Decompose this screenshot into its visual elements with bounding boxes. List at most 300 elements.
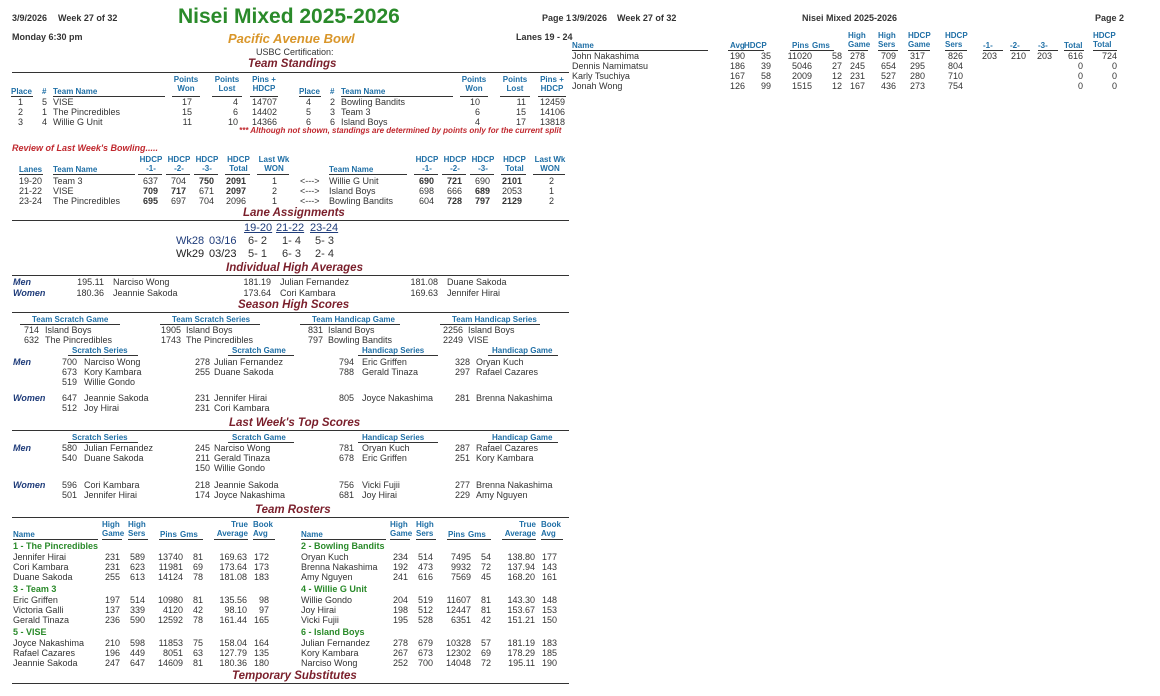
review-game-1: 2096 [225, 196, 246, 206]
review-vs: <---> [300, 196, 320, 206]
average-value: 195.11 [77, 277, 104, 287]
hdr-team-name-2: Team Name [329, 165, 374, 174]
sub-stat: 12 [831, 81, 842, 91]
roster-book-avg: 143 [541, 562, 557, 572]
roster-hdr-book-avg: Book Avg [253, 520, 273, 538]
roster-high-sers: 519 [417, 595, 433, 605]
sub-stat: 11020 [787, 51, 812, 61]
standing-place: 6 [306, 117, 312, 127]
p2-header-5: High Sers [878, 31, 896, 49]
p2-header-11: Total [1064, 41, 1083, 50]
team-score-name: The Pincredibles [45, 335, 113, 345]
roster-hdr-pins: Pins [160, 530, 177, 539]
col-header: Scratch Game [232, 433, 286, 442]
review-game-1: 750 [198, 176, 214, 186]
sub-stat: 724 [1101, 51, 1117, 61]
review-lanes: 19-20 [19, 176, 43, 186]
roster-book-avg: 180 [253, 658, 269, 668]
roster-team-name: 5 - VISE [13, 627, 47, 637]
sub-stat: 436 [880, 81, 896, 91]
lane-date: 03/16 [209, 235, 237, 247]
review-title: Review of Last Week's Bowling..... [12, 143, 159, 153]
roster-hdr-high-sers: High Sers [416, 520, 434, 538]
roster-games: 42 [480, 615, 491, 625]
roster-high-sers: 449 [129, 648, 145, 658]
standing-team-name: Willie G Unit [53, 117, 103, 127]
section-team-standings: Team Standings [248, 58, 337, 70]
roster-player-name: Rafael Cazares [13, 648, 76, 658]
sub-stat: 295 [909, 61, 925, 71]
hdr-hdcp-3: HDCP -3- [195, 155, 219, 173]
roster-high-sers: 647 [129, 658, 145, 668]
roster-book-avg: 161 [541, 572, 557, 582]
sub-stat: 804 [947, 61, 963, 71]
roster-team-name: 6 - Island Boys [301, 627, 365, 637]
team-score-name: Bowling Bandits [328, 335, 393, 345]
standing-points-won: 17 [181, 97, 192, 107]
hdr-team-name: Team Name [341, 87, 386, 96]
standing-points-won: 10 [469, 97, 480, 107]
standing-team-number: 5 [42, 97, 48, 107]
score-bowler: Eric Griffen [362, 453, 407, 463]
bowling-center: Pacific Avenue Bowl [228, 31, 355, 46]
standing-place: 1 [18, 97, 24, 107]
sub-bowler-name: Jonah Wong [572, 81, 623, 91]
lane-pairing: 6- 2 [248, 235, 267, 247]
underline-rule [19, 174, 43, 175]
roster-player-name: Vicki Fujii [301, 615, 339, 625]
roster-games: 81 [192, 552, 203, 562]
page1-week: Week 27 of 32 [58, 13, 118, 23]
score-value: 174 [194, 490, 210, 500]
score-value: 231 [194, 393, 210, 403]
roster-team-name: 1 - The Pincredibles [13, 541, 99, 551]
underline-rule [159, 539, 203, 540]
women-label: Women [13, 480, 46, 490]
average-bowler: Duane Sakoda [447, 277, 507, 287]
score-bowler: Oryan Kuch [476, 357, 524, 367]
p2-header-0: Avg [730, 41, 745, 50]
roster-high-sers: 512 [417, 605, 433, 615]
review-team-1: The Pincredibles [53, 196, 121, 206]
roster-high-sers: 514 [417, 552, 433, 562]
roster-pins: 8051 [162, 648, 183, 658]
review-won-2: 2 [548, 176, 554, 186]
score-value: 218 [194, 480, 210, 490]
roster-games: 81 [480, 595, 491, 605]
review-team-1: Team 3 [53, 176, 83, 186]
review-game-2: 666 [446, 186, 462, 196]
roster-hdr-gms: Gms [180, 530, 198, 539]
sub-stat: 710 [947, 71, 963, 81]
roster-player-name: Kory Kambara [301, 648, 359, 658]
roster-pins: 14048 [445, 658, 471, 668]
hdr-hdcp-4: HDCP Total [503, 155, 526, 173]
review-team-2: Island Boys [329, 186, 376, 196]
review-game-2: 2129 [501, 196, 522, 206]
men-label: Men [13, 443, 31, 453]
sub-stat: 167 [729, 71, 745, 81]
roster-high-game: 195 [392, 615, 408, 625]
roster-games: 81 [480, 605, 491, 615]
score-bowler: Willie Gondo [84, 377, 136, 387]
standing-team-name: VISE [53, 97, 74, 107]
sub-stat: 1515 [791, 81, 812, 91]
sub-stat: 58 [831, 51, 842, 61]
page1-number: Page 1 [542, 13, 572, 23]
hdr-points-won: Points Won [173, 75, 199, 93]
roster-book-avg: 173 [253, 562, 269, 572]
standing-points-lost: 15 [515, 107, 526, 117]
underline-rule [447, 539, 491, 540]
roster-high-game: 234 [392, 552, 408, 562]
roster-games: 69 [480, 648, 491, 658]
review-game-2: 698 [418, 186, 434, 196]
standing-points-lost: 17 [515, 117, 526, 127]
roster-book-avg: 177 [541, 552, 557, 562]
average-value: 169.63 [410, 288, 438, 298]
score-bowler: Duane Sakoda [84, 453, 144, 463]
roster-hdr-true-average: True Average [216, 520, 248, 538]
roster-hdr-name: Name [301, 530, 323, 539]
team-score-value: 2249 [442, 335, 463, 345]
score-value: 297 [454, 367, 470, 377]
standing-pins: 14106 [539, 107, 565, 117]
score-bowler: Jennifer Hirai [84, 490, 138, 500]
underline-rule [68, 355, 138, 356]
roster-high-game: 198 [392, 605, 408, 615]
p2-header-7: HDCP Sers [945, 31, 968, 49]
underline-rule [166, 174, 190, 175]
underline-rule [214, 539, 248, 540]
roster-book-avg: 150 [541, 615, 557, 625]
hdr-points-lost: Points Lost [214, 75, 240, 93]
p2-header-2: Pins [792, 41, 809, 50]
roster-high-game: 231 [104, 562, 120, 572]
sub-stat: 0 [1111, 81, 1117, 91]
roster-player-name: Jeannie Sakoda [13, 658, 78, 668]
underline-rule [13, 539, 98, 540]
score-value: 678 [338, 453, 354, 463]
review-game-2: 689 [474, 186, 490, 196]
p2-header-9: -2- [1010, 41, 1020, 50]
underline-rule [228, 355, 294, 356]
roster-true-average: 135.56 [219, 595, 247, 605]
score-value: 281 [454, 393, 470, 403]
standing-pins: 13818 [539, 117, 565, 127]
roster-true-average: 138.80 [507, 552, 535, 562]
lanes-range: Lanes 19 - 24 [516, 32, 573, 42]
roster-high-game: 137 [104, 605, 120, 615]
page2-number: Page 2 [1095, 13, 1125, 23]
average-bowler: Cori Kambara [280, 288, 336, 298]
score-bowler: Kory Kambara [84, 367, 142, 377]
roster-player-name: Joyce Nakashima [13, 638, 85, 648]
roster-true-average: 143.30 [507, 595, 535, 605]
sub-stat: 35 [760, 51, 771, 61]
roster-games: 45 [480, 572, 491, 582]
team-score-value: 797 [307, 335, 323, 345]
roster-games: 57 [480, 638, 491, 648]
score-bowler: Oryan Kuch [362, 443, 410, 453]
underline-rule [253, 539, 275, 540]
underline-rule [501, 174, 526, 175]
score-value: 596 [61, 480, 77, 490]
review-game-1: 671 [198, 186, 214, 196]
men-label: Men [13, 277, 31, 287]
roster-games: 63 [192, 648, 203, 658]
review-won-1: 1 [271, 196, 277, 206]
roster-hdr-high-game: High Game [390, 520, 413, 538]
col-header: Handicap Series [362, 346, 425, 355]
roster-high-game: 210 [104, 638, 120, 648]
p2-header-3: Gms [812, 41, 830, 50]
lane-pair-header: 21-22 [276, 222, 305, 234]
page2-date: 3/9/2026 [572, 13, 608, 23]
review-game-1: 2097 [225, 186, 246, 196]
roster-true-average: 169.63 [219, 552, 247, 562]
sub-stat: 754 [947, 81, 963, 91]
score-bowler: Cori Kambara [214, 403, 270, 413]
roster-pins: 11607 [446, 595, 471, 605]
page2-title: Nisei Mixed 2025-2026 [802, 13, 898, 23]
score-bowler: Willie Gondo [214, 463, 266, 473]
roster-player-name: Jennifer Hirai [13, 552, 67, 562]
sub-stat: 0 [1077, 81, 1083, 91]
review-game-1: 709 [142, 186, 158, 196]
sub-stat: 27 [831, 61, 842, 71]
score-bowler: Gerald Tinaza [214, 453, 271, 463]
score-value: 229 [454, 490, 470, 500]
score-bowler: Julian Fernandez [214, 357, 284, 367]
roster-true-average: 181.08 [219, 572, 247, 582]
p2-hdr-name: Name [572, 41, 594, 50]
hdr-pins-hdcp: Pins + HDCP [252, 75, 276, 93]
hdr-number: # [330, 87, 335, 96]
review-game-2: 604 [418, 196, 434, 206]
review-game-1: 704 [170, 176, 186, 186]
sub-stat: 5046 [791, 61, 812, 71]
score-value: 251 [454, 453, 470, 463]
lane-pairing: 6- 3 [282, 248, 301, 260]
standing-team-number: 1 [42, 107, 48, 117]
score-bowler: Narciso Wong [84, 357, 141, 367]
average-bowler: Narciso Wong [113, 277, 170, 287]
standing-points-won: 15 [181, 107, 192, 117]
sub-stat: 0 [1077, 71, 1083, 81]
sub-stat: 186 [729, 61, 745, 71]
score-value: 519 [61, 377, 77, 387]
review-game-2: 728 [446, 196, 462, 206]
roster-high-sers: 623 [129, 562, 145, 572]
section-temp-subs: Temporary Substitutes [232, 670, 357, 682]
roster-games: 72 [480, 658, 491, 668]
review-won-2: 2 [548, 196, 554, 206]
roster-high-game: 267 [392, 648, 408, 658]
score-bowler: Vicki Fujii [362, 480, 400, 490]
roster-book-avg: 97 [258, 605, 269, 615]
col-header: Handicap Game [492, 346, 553, 355]
lane-pairing: 2- 4 [315, 248, 334, 260]
roster-high-game: 236 [104, 615, 120, 625]
roster-true-average: 127.79 [219, 648, 247, 658]
roster-book-avg: 183 [253, 572, 269, 582]
sub-stat: 58 [760, 71, 771, 81]
p2-header-10: -3- [1038, 41, 1048, 50]
standing-pins: 14402 [251, 107, 277, 117]
roster-games: 75 [192, 638, 203, 648]
roster-high-sers: 598 [129, 638, 145, 648]
roster-high-game: 252 [392, 658, 408, 668]
lane-pairing: 5- 3 [315, 235, 334, 247]
team-score-value: 1905 [160, 325, 181, 335]
roster-high-sers: 613 [129, 572, 145, 582]
sub-stat: 0 [1111, 61, 1117, 71]
roster-pins: 12592 [157, 615, 183, 625]
standing-place: 2 [18, 107, 24, 117]
page1-title: Nisei Mixed 2025-2026 [178, 5, 400, 28]
p2-header-8: -1- [983, 41, 993, 50]
average-value: 180.36 [76, 288, 104, 298]
score-bowler: Joy Hirai [84, 403, 120, 413]
score-value: 150 [194, 463, 210, 473]
sub-stat: 167 [849, 81, 865, 91]
team-score-name: Island Boys [328, 325, 375, 335]
sub-stat: 231 [849, 71, 865, 81]
sub-stat: 203 [981, 51, 997, 61]
hdr-hdcp-4: HDCP Total [227, 155, 250, 173]
standing-points-lost: 11 [516, 97, 526, 107]
standing-pins: 12459 [539, 97, 565, 107]
roster-pins: 10328 [445, 638, 471, 648]
review-team-2: Willie G Unit [329, 176, 379, 186]
review-game-2: 690 [418, 176, 434, 186]
section-last-week: Last Week's Top Scores [229, 417, 361, 429]
sub-stat: 527 [880, 71, 896, 81]
sub-stat: 210 [1010, 51, 1026, 61]
roster-hdr-name: Name [13, 530, 35, 539]
score-bowler: Brenna Nakashima [476, 480, 553, 490]
hdr-last-wk-won: Last Wk WON [258, 155, 290, 173]
review-won-2: 1 [548, 186, 554, 196]
score-bowler: Joyce Nakashima [214, 490, 286, 500]
roster-player-name: Narciso Wong [301, 658, 358, 668]
score-bowler: Jennifer Hirai [214, 393, 268, 403]
team-score-value: 831 [307, 325, 323, 335]
score-value: 211 [195, 453, 210, 463]
roster-hdr-high-sers: High Sers [128, 520, 146, 538]
underline-rule [416, 539, 436, 540]
lane-pairing: 5- 1 [248, 248, 267, 260]
review-lanes: 23-24 [19, 196, 43, 206]
underline-rule [53, 174, 135, 175]
roster-high-game: 196 [104, 648, 120, 658]
review-vs: <---> [300, 186, 320, 196]
underline-rule [138, 174, 162, 175]
roster-true-average: 168.20 [507, 572, 535, 582]
women-label: Women [13, 288, 46, 298]
score-value: 681 [338, 490, 354, 500]
roster-high-sers: 589 [129, 552, 145, 562]
day-time: Monday 6:30 pm [12, 32, 83, 42]
score-bowler: Joyce Nakashima [362, 393, 434, 403]
roster-true-average: 180.36 [219, 658, 247, 668]
men-label: Men [13, 357, 31, 367]
lane-pairing: 1- 4 [282, 235, 301, 247]
roster-high-sers: 590 [129, 615, 145, 625]
sub-stat: 2009 [791, 71, 812, 81]
score-bowler: Rafael Cazares [476, 443, 539, 453]
team-score-name: Island Boys [186, 325, 233, 335]
roster-book-avg: 172 [253, 552, 269, 562]
review-lanes: 21-22 [19, 186, 43, 196]
roster-hdr-pins: Pins [448, 530, 465, 539]
standing-team-name: Team 3 [341, 107, 371, 117]
p2-header-6: HDCP Game [908, 31, 931, 49]
score-bowler: Julian Fernandez [84, 443, 154, 453]
underline-rule [128, 539, 148, 540]
review-game-2: 2053 [501, 186, 522, 196]
hdr-number: # [42, 87, 47, 96]
standing-team-name: Bowling Bandits [341, 97, 406, 107]
underline-rule [488, 355, 558, 356]
score-value: 700 [61, 357, 77, 367]
roster-high-sers: 616 [417, 572, 433, 582]
underline-rule [502, 539, 536, 540]
roster-hdr-high-game: High Game [102, 520, 125, 538]
review-game-2: 690 [474, 176, 490, 186]
sub-stat: 616 [1067, 51, 1083, 61]
hdr-hdcp-2: HDCP -2- [443, 155, 467, 173]
team-score-name: VISE [468, 335, 489, 345]
roster-true-average: 158.04 [219, 638, 247, 648]
average-bowler: Jennifer Hirai [447, 288, 501, 298]
roster-high-game: 247 [104, 658, 120, 668]
review-game-1: 704 [198, 196, 214, 206]
roster-high-game: 241 [392, 572, 408, 582]
score-value: 328 [454, 357, 470, 367]
sub-stat: 273 [909, 81, 925, 91]
roster-team-name: 4 - Willie G Unit [301, 584, 367, 594]
average-bowler: Julian Fernandez [280, 277, 350, 287]
standing-place: 5 [306, 107, 312, 117]
standings-note: *** Although not shown, standings are determined by points only for the current split [239, 126, 562, 135]
average-value: 173.64 [243, 288, 271, 298]
score-value: 278 [194, 357, 210, 367]
score-value: 673 [61, 367, 77, 377]
underline-rule [102, 539, 122, 540]
roster-high-sers: 473 [417, 562, 433, 572]
review-game-2: 797 [474, 196, 490, 206]
hdr-place: Place [299, 87, 320, 96]
team-score-value: 1743 [160, 335, 181, 345]
section-team-rosters: Team Rosters [255, 504, 331, 516]
roster-true-average: 137.94 [507, 562, 535, 572]
standing-points-lost: 10 [227, 117, 238, 127]
roster-book-avg: 183 [541, 638, 557, 648]
standing-team-number: 3 [330, 107, 336, 117]
roster-high-sers: 528 [417, 615, 433, 625]
sub-stat: 280 [909, 71, 925, 81]
roster-high-game: 278 [392, 638, 408, 648]
underline-rule [329, 174, 407, 175]
roster-player-name: Amy Nguyen [301, 572, 353, 582]
standing-points-lost: 4 [232, 97, 238, 107]
roster-hdr-true-average: True Average [504, 520, 536, 538]
hdr-points-lost: Points Lost [502, 75, 528, 93]
sub-bowler-name: John Nakashima [572, 51, 640, 61]
sub-stat: 0 [1111, 71, 1117, 81]
